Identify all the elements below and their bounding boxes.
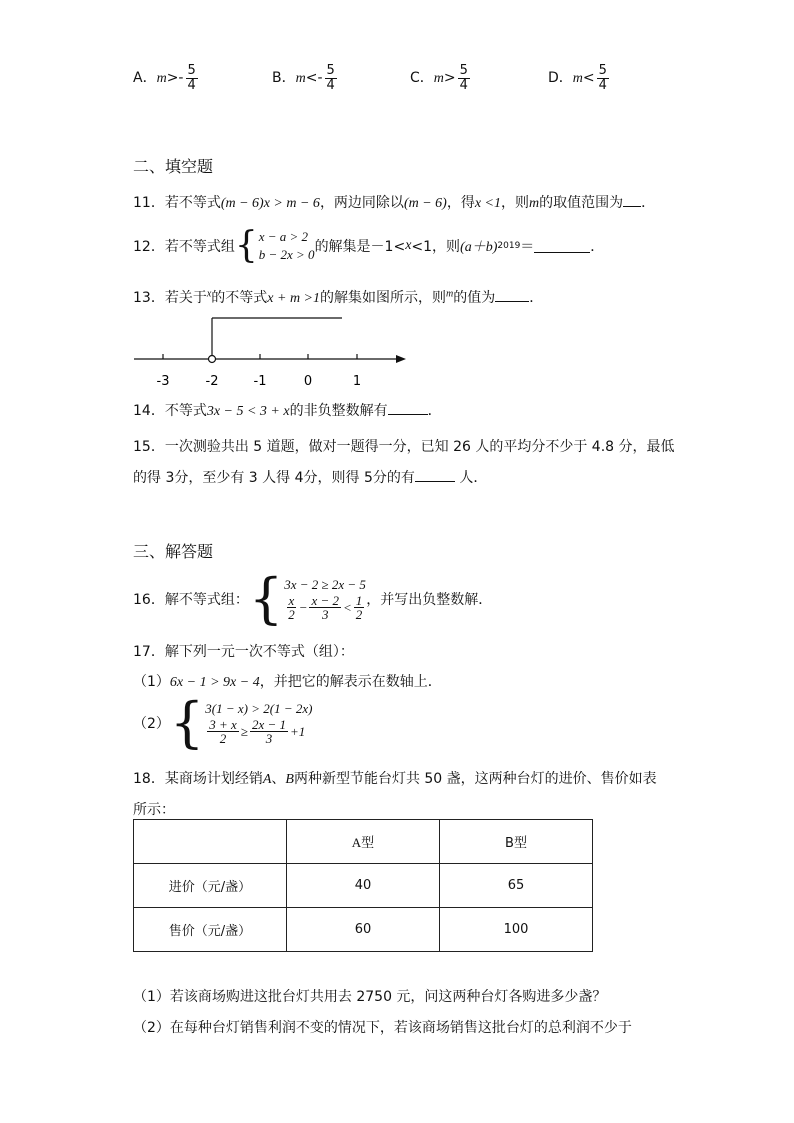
table-cell: 40 bbox=[287, 864, 440, 908]
question-17-title: 17．解下列一元一次不等式（组）： bbox=[133, 644, 354, 660]
open-circle-point bbox=[209, 356, 216, 363]
question-14: 14．不等式3x − 5 < 3 + x的非负整数解有 ． bbox=[133, 403, 442, 419]
number-line-figure bbox=[130, 312, 420, 392]
table-cell: 售价（元/盏） bbox=[134, 908, 287, 952]
table-row bbox=[134, 908, 593, 952]
q10-option-b: B．m<- $\frac{5}{4}$ bbox=[272, 63, 335, 93]
answer-blank[interactable] bbox=[534, 240, 590, 253]
q10-option-c: C．m> $\frac{5}{4}$ bbox=[410, 63, 468, 93]
section-title-solve: 三、解答题 bbox=[133, 542, 214, 561]
answer-blank[interactable] bbox=[388, 402, 428, 415]
q10-option-a: A．m>- $\frac{5}{4}$ bbox=[133, 63, 196, 93]
question-18 bbox=[133, 764, 657, 826]
table-cell: A型 bbox=[287, 820, 440, 864]
tick-label: -3 bbox=[156, 374, 170, 389]
tick-label: 1 bbox=[352, 374, 362, 389]
question-18-part-1: （1）若该商场购进这批台灯共用去 2750 元，问这两种台灯各购进多少盏？ bbox=[133, 989, 607, 1005]
question-18-part-2: （2）在每种台灯销售利润不变的情况下，若该商场销售这批台灯的总利润不少于 bbox=[133, 1020, 632, 1036]
question-15-line-2: 的得 3分，至少有 3 人得 4分，则得 5分的有 人． bbox=[133, 470, 488, 486]
inequality-system: { 3(1 − x) > 2(1 − 2x) $\frac{3 + x}{2}$ ≥ $\frac{2x - 1}{3}$ +1 bbox=[169, 691, 313, 754]
question-13: 13．若关于$^x$的不等式x + m >1的解集如图所示，则$^m$的值为 ． bbox=[133, 288, 544, 306]
question-12: 12．若不等式组 { x − a > 2 b − 2x > 0 的解集是－1< x <1，则 (a＋b) 2019 ＝ ． bbox=[133, 225, 605, 266]
table-header-row bbox=[134, 820, 593, 864]
question-18-line-1: 18．某商场计划经销A、B两种新型节能台灯共 50 盏，这两种台灯的进价、售价如表 bbox=[133, 771, 657, 787]
tick-label: -2 bbox=[205, 374, 219, 389]
price-table bbox=[133, 819, 593, 952]
table-cell bbox=[134, 820, 287, 864]
table-cell: 60 bbox=[287, 908, 440, 952]
inequality-system: { x − a > 2 b − 2x > 0 bbox=[234, 225, 315, 266]
tick-label: 0 bbox=[303, 374, 313, 389]
table-row bbox=[134, 864, 593, 908]
question-15 bbox=[133, 432, 675, 494]
tick-label: -1 bbox=[253, 374, 267, 389]
question-11: 11．若不等式(m − 6)x > m − 6，两边同除以(m − 6)，得x <1，则m的取值范围为 ． bbox=[133, 195, 656, 211]
question-17-part-2: （2） { 3(1 − x) > 2(1 − 2x) $\frac{3 + x}{2}$ ≥ $\frac{2x - 1}{3}$ +1 bbox=[133, 691, 313, 754]
table-cell: 进价（元/盏） bbox=[134, 864, 287, 908]
table-cell: 100 bbox=[440, 908, 593, 952]
answer-blank[interactable] bbox=[495, 289, 529, 302]
table-cell: 65 bbox=[440, 864, 593, 908]
inequality-system: { 3x − 2 ≥ 2x − 5 $\frac{x}{2}$ − $\frac{x - 2}{3}$ < $\frac{1}{2}$ bbox=[248, 567, 366, 630]
answer-blank[interactable] bbox=[623, 194, 641, 207]
question-15-line-1: 15．一次测验共出 5 道题，做对一题得一分，已知 26 人的平均分不少于 4.8 分，最低 bbox=[133, 439, 675, 455]
axis-arrow bbox=[396, 355, 406, 363]
q10-options bbox=[0, 64, 794, 104]
q10-option-d: D．m< $\frac{5}{4}$ bbox=[548, 63, 607, 93]
table-cell: B型 bbox=[440, 820, 593, 864]
question-18-line-2: 所示： bbox=[133, 802, 175, 818]
question-17-part-1: （1）6x − 1 > 9x − 4，并把它的解表示在数轴上． bbox=[133, 674, 442, 690]
section-title-fill-blank: 二、填空题 bbox=[133, 157, 214, 176]
question-16: 16．解不等式组： { 3x − 2 ≥ 2x − 5 $\frac{x}{2}$ − $\frac{x - 2}{3}$ < $\frac{1}{2}$ ，并写出负整数解． bbox=[133, 567, 493, 630]
answer-blank[interactable] bbox=[415, 469, 455, 482]
